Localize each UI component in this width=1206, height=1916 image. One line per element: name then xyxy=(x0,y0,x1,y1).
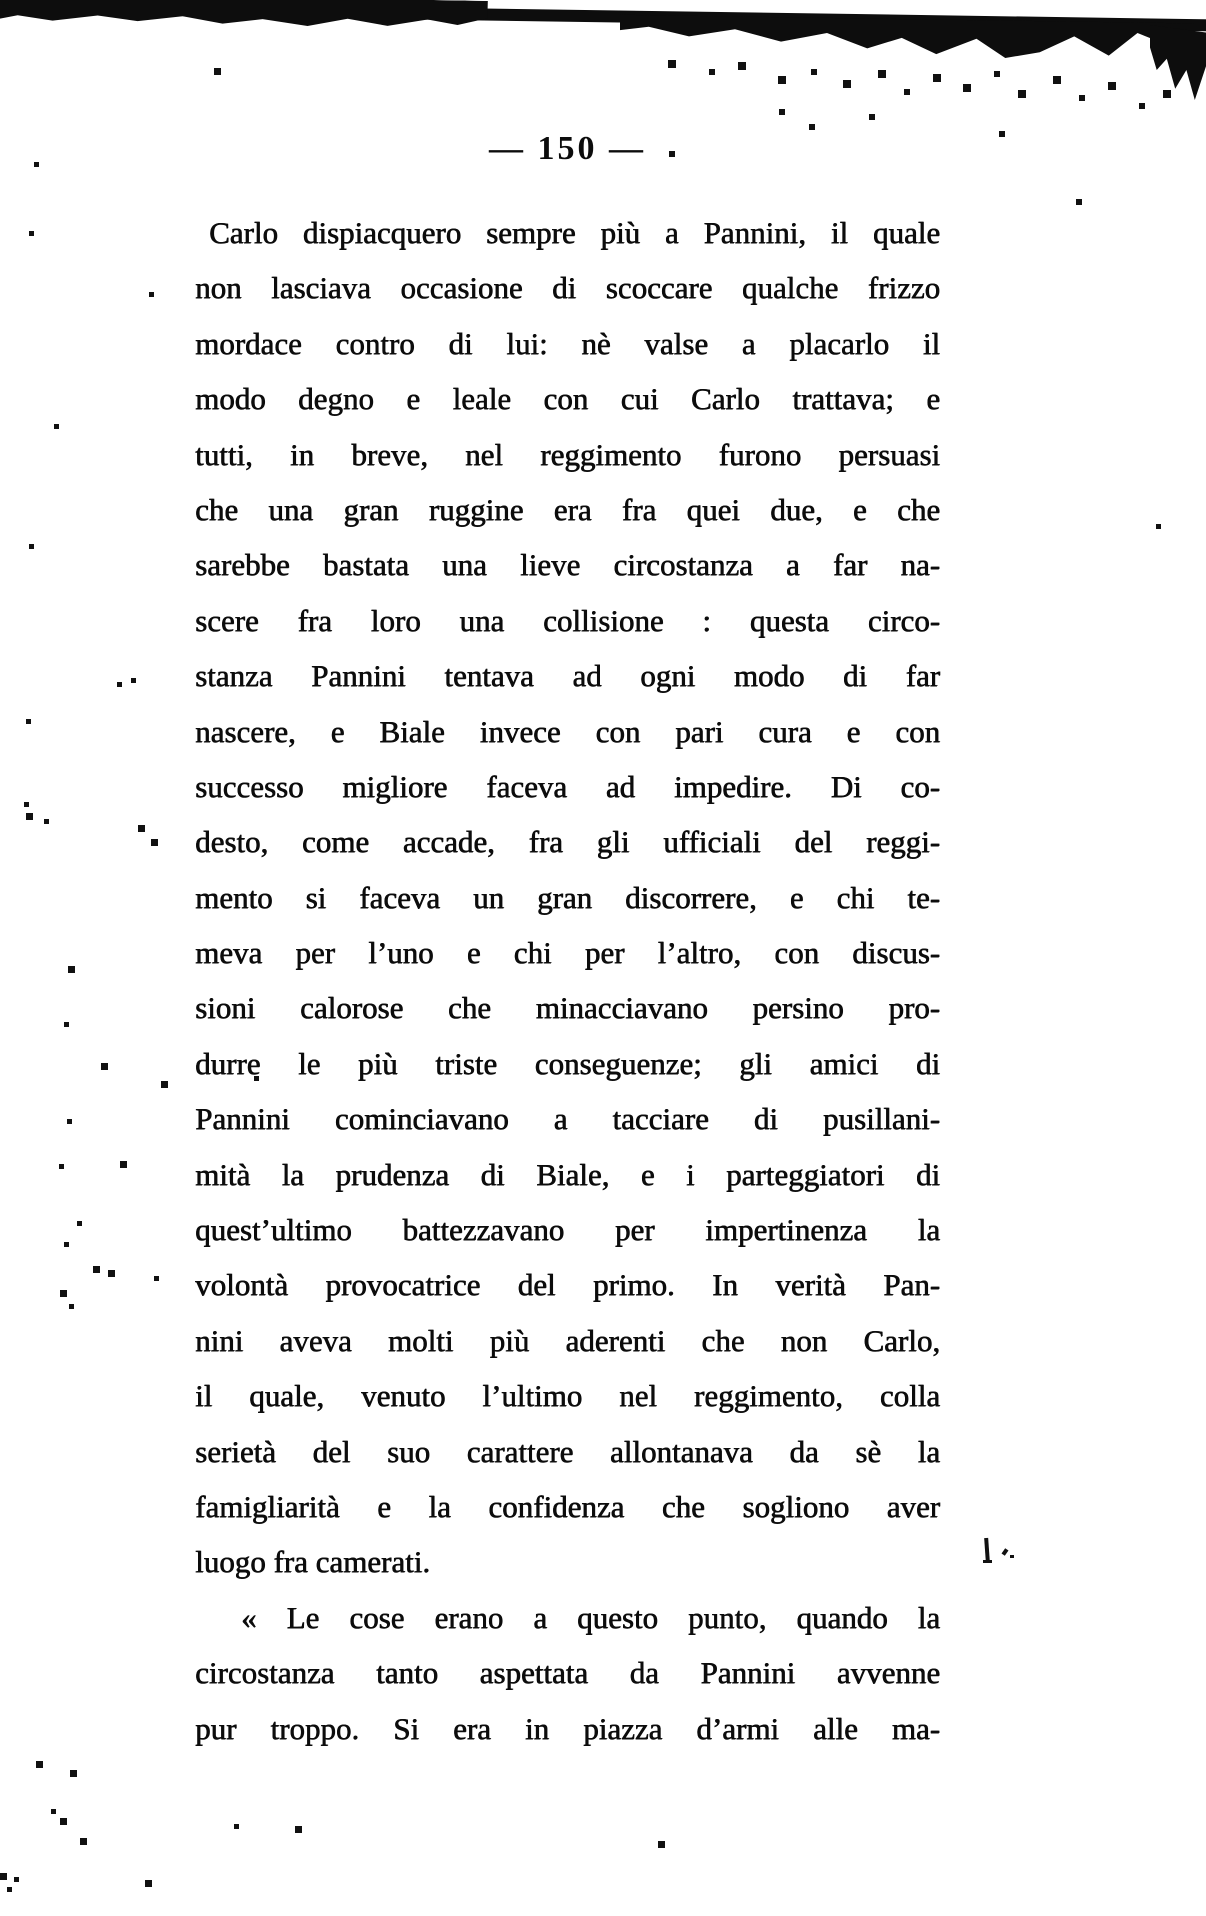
text-line: durre le più triste conseguenze; gli amici di xyxy=(195,1045,940,1081)
text-line: scere fra loro una collisione : questa circo- xyxy=(195,602,940,638)
scan-ink-mark-bar xyxy=(984,1538,990,1562)
scan-band-left-blob xyxy=(0,0,488,29)
text-line: sioni calorose che minacciavano persino pro- xyxy=(195,990,940,1026)
text-line: tutti, in breve, nel reggimento furono persuasi xyxy=(195,436,940,472)
page-number: — 150 — xyxy=(489,130,646,167)
text-line: volontà provocatrice del primo. In verità Pan- xyxy=(195,1267,940,1303)
page-text xyxy=(195,205,940,1756)
text-line: stanza Pannini tentava ad ogni modo di far xyxy=(195,658,940,694)
text-line: luogo fra camerati. xyxy=(195,1544,430,1580)
text-line: circostanza tanto aspettata da Pannini avvenne xyxy=(195,1655,940,1691)
text-line: Carlo dispiacquero sempre più a Pannini, il quale xyxy=(209,215,940,250)
text-line: mento si faceva un gran discorrere, e chi te- xyxy=(195,879,940,915)
scan-band-corner-blob xyxy=(1150,25,1206,100)
text-line: mordace contro di lui: nè valse a placarlo il xyxy=(195,325,940,361)
text-line: famigliarità e la confidenza che sogliono aver xyxy=(195,1488,940,1524)
scan-ink-mark-dash xyxy=(983,1560,992,1563)
text-line: quest’ultimo battezzavano per impertinenza la xyxy=(195,1212,940,1248)
text-line: serietà del suo carattere allontanava da sè la xyxy=(195,1433,940,1469)
text-line: nini aveva molti più aderenti che non Carlo, xyxy=(195,1322,940,1358)
scan-ink-mark-dot xyxy=(1002,1548,1009,1556)
text-line: successo migliore faceva ad impedire. Di co- xyxy=(195,768,940,804)
text-line: sarebbe bastata una lieve circostanza a far na- xyxy=(195,547,940,583)
text-line: meva per l’uno e chi per l’altro, con discus- xyxy=(195,935,940,971)
text-line: che una gran ruggine era fra quei due, e che xyxy=(195,491,940,527)
text-line: nascere, e Biale invece con pari cura e con xyxy=(195,713,940,749)
text-line: pur troppo. Si era in piazza d’armi alle ma- xyxy=(195,1710,940,1746)
text-line: Pannini cominciavano a tacciare di pusillani- xyxy=(195,1101,940,1137)
scan-ink-mark-dot xyxy=(1010,1555,1014,1558)
scan-noise-speckles xyxy=(0,0,3,3)
scan-ink-mark xyxy=(985,1538,1015,1572)
text-line: non lasciava occasione di scoccare qualche frizzo xyxy=(195,270,940,306)
text-line: il quale, venuto l’ultimo nel reggimento, colla xyxy=(195,1378,940,1414)
text-line: modo degno e leale con cui Carlo trattava; e xyxy=(195,381,940,417)
text-line: desto, come accade, fra gli ufficiali del reggi- xyxy=(195,824,940,860)
text-line: mità la prudenza di Biale, e i parteggiatori di xyxy=(195,1156,940,1192)
text-line: « Le cose erano a questo punto, quando la xyxy=(241,1599,940,1635)
